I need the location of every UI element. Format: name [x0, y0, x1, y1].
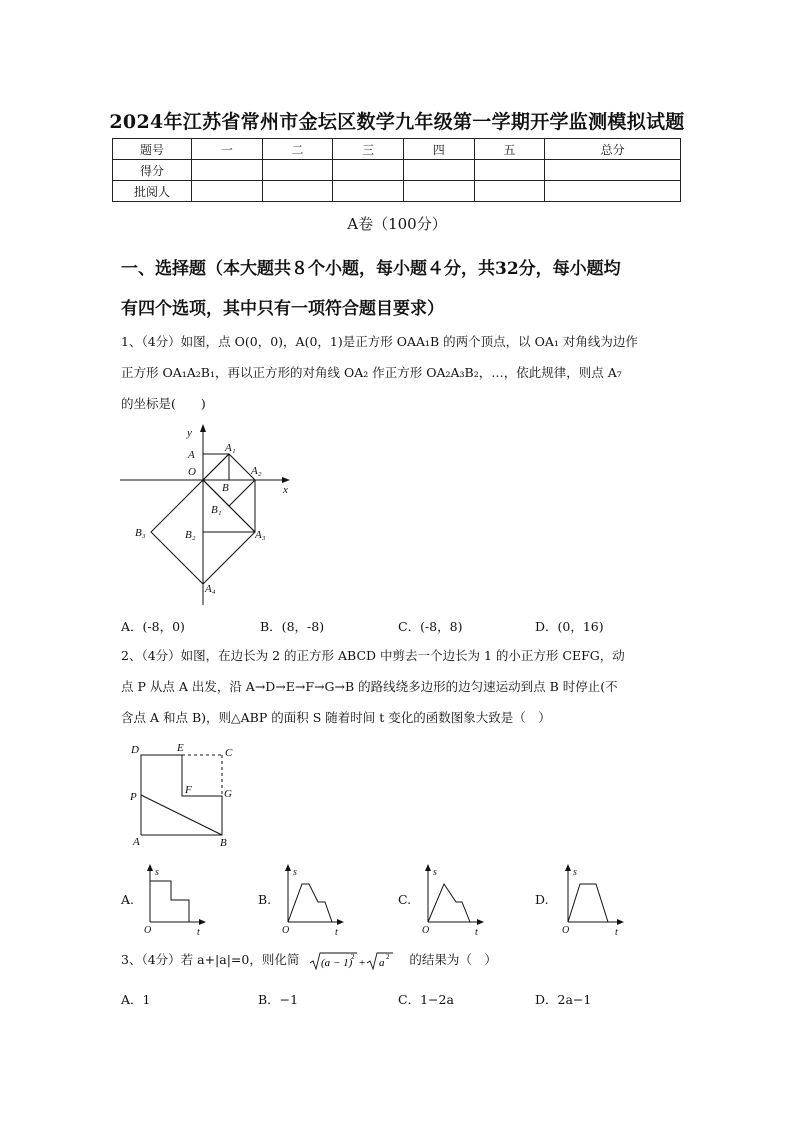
exponent-2: 2	[386, 952, 390, 961]
label-g: G	[224, 788, 232, 800]
radicand-2: a	[379, 956, 385, 969]
q2-line2: 点 P 从点 A 出发，沿 A→D→E→F→G→B 的路线绕多边形的边匀速运动到点 B 时停止(不	[121, 679, 618, 694]
q3-radical-expression	[309, 950, 399, 972]
segment-pb	[141, 795, 222, 835]
table-cell	[192, 160, 263, 181]
table-cell: 得分	[113, 160, 192, 181]
label-e: E	[177, 742, 184, 754]
q2-graph-d	[560, 862, 630, 937]
table-cell	[333, 160, 404, 181]
table-cell: 题号	[113, 139, 192, 160]
t-arrow	[477, 919, 484, 925]
label-s: s	[573, 867, 577, 878]
table-cell: 总分	[545, 139, 681, 160]
graph-line	[288, 884, 332, 922]
label-y: y	[187, 427, 192, 439]
label-t: t	[475, 927, 478, 937]
label-a3: A₃	[255, 529, 266, 541]
q1-option-a[interactable]: A．(-8，0)	[121, 619, 185, 634]
score-table	[112, 138, 681, 202]
label-a1: A₁	[225, 442, 236, 454]
graph-line	[150, 881, 189, 922]
label-t: t	[615, 927, 618, 937]
label-b3: B₃	[135, 527, 146, 539]
label-o: O	[144, 925, 152, 936]
label-b: B	[220, 837, 227, 849]
q2-option-c[interactable]: C.	[398, 892, 412, 907]
label-f: F	[185, 784, 192, 796]
s-arrow	[147, 864, 153, 871]
table-cell: 二	[262, 139, 333, 160]
graph-line	[568, 884, 608, 922]
x-arrow	[282, 477, 290, 483]
q1-option-c[interactable]: C．(-8，8)	[398, 619, 463, 634]
q3-option-d[interactable]: D．2a−1	[535, 992, 592, 1007]
table-cell	[474, 181, 545, 202]
graph-line	[428, 884, 470, 922]
label-o: O	[422, 925, 430, 936]
page-title: 2024年江苏省常州市金坛区数学九年级第一学期开学监测模拟试题	[109, 111, 685, 133]
q2-option-b[interactable]: B.	[258, 892, 272, 907]
q3-suffix: 的结果为（ ）	[409, 952, 497, 967]
label-o: O	[282, 925, 290, 936]
table-cell	[403, 160, 474, 181]
label-t: t	[335, 927, 338, 937]
plus-sign: +	[359, 956, 366, 969]
q1-option-b[interactable]: B．(8，-8)	[260, 619, 325, 634]
table-row	[113, 139, 681, 160]
q3-prefix: 3、（4分）若 a+|a|=0，则化简	[121, 952, 300, 967]
q2-graph-b	[280, 862, 350, 937]
table-cell: 批阅人	[113, 181, 192, 202]
table-cell	[545, 181, 681, 202]
t-arrow	[337, 919, 344, 925]
label-d: D	[131, 744, 139, 756]
q2-graph-c	[420, 862, 490, 937]
s-arrow	[425, 864, 431, 871]
table-cell	[474, 160, 545, 181]
s-arrow	[565, 864, 571, 871]
question-1	[121, 326, 676, 419]
table-cell: 四	[403, 139, 474, 160]
s-arrow	[285, 864, 291, 871]
q1-line1: 1、（4分）如图，点 O(0，0)，A(0，1)是正方形 OAA₁B 的两个顶点，以 OA₁ 对角线为边作	[121, 334, 638, 349]
question-3	[121, 947, 676, 973]
label-b2: B₂	[185, 529, 196, 541]
table-cell	[403, 181, 474, 202]
table-cell	[545, 160, 681, 181]
label-a2: A₂	[251, 465, 262, 477]
q1-line3: 的坐标是( )	[121, 396, 206, 411]
label-s: s	[155, 867, 159, 878]
label-s: s	[433, 867, 437, 878]
t-arrow	[199, 919, 206, 925]
table-row	[113, 181, 681, 202]
y-arrow	[200, 424, 206, 432]
q1-option-d[interactable]: D．(0，16)	[535, 619, 604, 634]
q1-line2: 正方形 OA₁A₂B₁，再以正方形的对角线 OA₂ 作正方形 OA₂A₃B₂，…，依此规律，则点 A₇	[121, 365, 622, 380]
table-cell	[262, 181, 333, 202]
table-cell	[192, 181, 263, 202]
q2-option-a[interactable]: A.	[121, 892, 135, 907]
table-cell: 一	[192, 139, 263, 160]
q1-figure	[115, 420, 315, 610]
q3-option-c[interactable]: C．1−2a	[398, 992, 454, 1007]
q3-option-b[interactable]: B．−1	[258, 992, 299, 1007]
q2-graph-a	[142, 862, 212, 937]
label-a: A	[188, 449, 195, 461]
q2-line1: 2、（4分）如图，在边长为 2 的正方形 ABCD 中剪去一个边长为 1 的小正方形 CEFG，动	[121, 648, 625, 663]
q2-figure	[128, 740, 243, 850]
q2-option-d[interactable]: D.	[535, 892, 549, 907]
label-a4: A₄	[205, 583, 216, 595]
label-o: O	[188, 466, 196, 478]
section-a-heading: A卷（100分）	[347, 215, 447, 233]
table-cell: 三	[333, 139, 404, 160]
question-2	[121, 640, 676, 733]
label-b1: B₁	[211, 504, 222, 516]
label-a: A	[133, 836, 140, 848]
label-x: x	[283, 484, 288, 496]
label-c: C	[225, 747, 233, 759]
table-cell: 五	[474, 139, 545, 160]
t-arrow	[617, 919, 624, 925]
q3-option-a[interactable]: A．1	[121, 992, 151, 1007]
table-cell	[333, 181, 404, 202]
q2-line3: 含点 A 和点 B)，则△ABP 的面积 S 随着时间 t 变化的函数图象大致是（ ）	[121, 710, 551, 725]
section-title-line1: 一、选择题（本大题共８个小题，每小题４分，共32分，每小题均	[121, 259, 621, 279]
label-o: O	[562, 925, 570, 936]
table-row	[113, 160, 681, 181]
radicand-1: (a − 1)	[321, 956, 353, 969]
label-p: P	[130, 791, 137, 803]
label-s: s	[293, 867, 297, 878]
cut-square-outline	[141, 755, 222, 835]
label-t: t	[197, 927, 200, 937]
label-b: B	[222, 482, 229, 494]
section-title-line2: 有四个选项，其中只有一项符合题目要求）	[121, 299, 444, 319]
exponent-1: 2	[351, 952, 355, 961]
table-cell	[262, 160, 333, 181]
